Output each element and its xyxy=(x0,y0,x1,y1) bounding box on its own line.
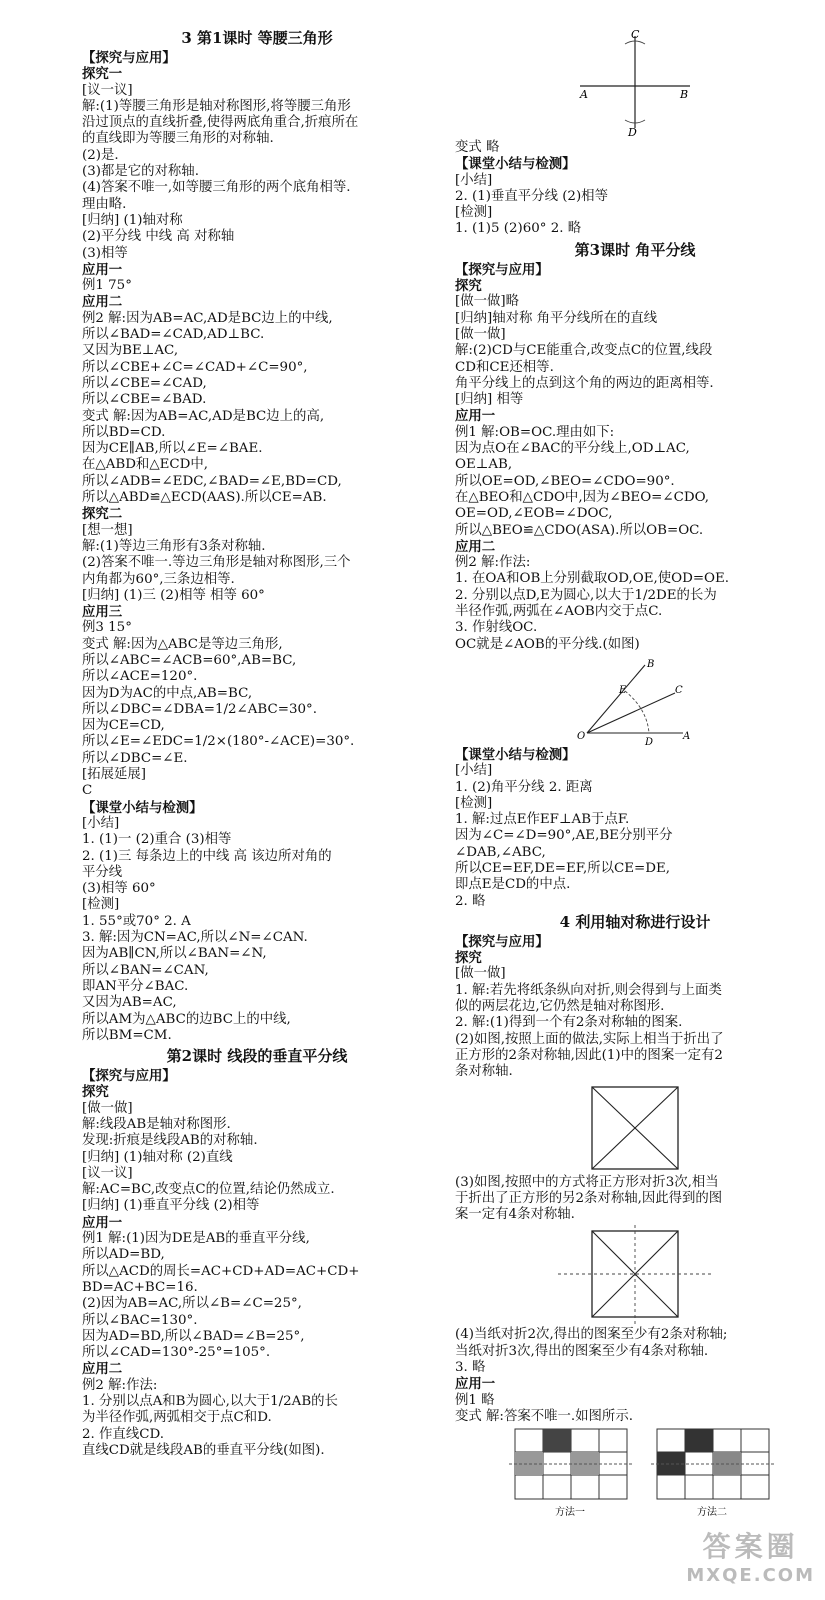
text-line: 在△BEO和△CDO中,因为∠BEO=∠CDO, xyxy=(455,489,710,505)
text-line: 例1 75° xyxy=(82,278,132,294)
text-line: OE=OD,∠EOB=∠DOC, xyxy=(455,506,613,522)
text-line: 解:(1)等腰三角形是轴对称图形,将等腰三角形 xyxy=(82,98,351,114)
grid-method-two xyxy=(651,1429,775,1517)
text-line: (2)是. xyxy=(82,147,119,163)
text-line: 直线CD就是线段AB的垂直平分线(如图). xyxy=(82,1442,325,1458)
text-line: 的直线即为等腰三角形的对称轴. xyxy=(82,131,274,147)
watermark xyxy=(686,1525,815,1586)
text-line: 半径作弧,两弧在∠AOB内交于点C. xyxy=(455,604,663,620)
text-line: [检测] xyxy=(82,897,120,913)
text-line: 1. 解:若先将纸条纵向对折,则会得到与上面类 xyxy=(455,982,722,998)
text-line: [议一议] xyxy=(82,82,133,98)
text-line: 【课堂小结与检测】 xyxy=(82,799,203,816)
text-line: 所以∠E=∠EDC=1/2×(180°-∠ACE)=30°. xyxy=(82,734,355,750)
text-line: 【课堂小结与检测】 xyxy=(455,746,576,763)
text-line: 探究 xyxy=(82,1084,109,1101)
text-line: 探究 xyxy=(455,950,482,967)
text-line: 条对称轴. xyxy=(455,1064,513,1080)
text-line: 例1 略 xyxy=(455,1392,495,1408)
text-line: 所以△ACD的周长=AC+CD+AD=AC+CD+ xyxy=(82,1263,360,1279)
text-line: 在△ABD和△ECD中, xyxy=(82,457,209,473)
text-line: 又因为AB=AC, xyxy=(82,995,177,1011)
text-line: 内角都为60°,三条边相等. xyxy=(82,571,235,587)
text-line: 应用二 xyxy=(82,294,123,311)
text-line: 探究一 xyxy=(82,66,123,83)
section-title: 3 第1课时 等腰三角形 xyxy=(181,29,333,47)
text-line: (4)当纸对折2次,得出的图案至少有2条对称轴; xyxy=(455,1327,728,1343)
text-line: (3)都是它的对称轴. xyxy=(82,164,199,180)
left-column xyxy=(82,26,432,1459)
text-line: 所以∠CBE=∠BAD. xyxy=(82,392,207,408)
text-line: 角平分线上的点到这个角的两边的距离相等. xyxy=(455,375,714,391)
angle-label-o: O xyxy=(577,730,586,742)
text-line: 因为D为AC的中点,AB=BC, xyxy=(82,685,253,701)
text-line: 应用一 xyxy=(82,261,123,278)
method-one-label: 方法一 xyxy=(555,1507,585,1518)
perpendicular-bisector-figure xyxy=(570,28,700,138)
text-line: 应用一 xyxy=(455,408,496,425)
text-line: (3)相等 xyxy=(82,245,128,261)
text-line: 因为AB∥CN,所以∠BAN=∠N, xyxy=(82,946,267,962)
text-line: 2. 分别以点D,E为圆心,以大于1/2DE的长为 xyxy=(455,587,717,603)
watermark-line1: 答案圈 xyxy=(702,1530,799,1563)
text-line: [做一做]略 xyxy=(455,294,520,310)
text-line: 即点E是CD的中点. xyxy=(455,877,571,893)
text-line: 变式 解:因为AB=AC,AD是BC边上的高, xyxy=(82,408,325,424)
text-line: [归纳] (1)垂直平分线 (2)相等 xyxy=(82,1198,260,1214)
text-line: (2)如图,按照上面的做法,实际上相当于折出了 xyxy=(455,1031,724,1047)
text-line: 所以∠BAC=130°. xyxy=(82,1312,198,1328)
right-bottom-text xyxy=(455,1327,815,1425)
grid-patterns-figure xyxy=(485,1427,785,1517)
text-line: 似的两层花边,它仍然是轴对称图形. xyxy=(455,999,665,1015)
text-line: 变式 解:因为△ABC是等边三角形, xyxy=(82,636,283,652)
text-line: [拓展延展] xyxy=(82,767,147,783)
text-line: 所以∠DBC=∠E. xyxy=(82,750,188,766)
text-line: 探究二 xyxy=(82,506,123,523)
text-line: [小结] xyxy=(455,763,493,779)
text-line: [议一议] xyxy=(82,1165,133,1181)
text-line: 所以∠ABC=∠ACB=60°,AB=BC, xyxy=(82,652,297,668)
square-diagonals-figure xyxy=(580,1083,690,1173)
text-line: 【探究与应用】 xyxy=(82,1068,176,1085)
text-line: 例1 解:OB=OC.理由如下: xyxy=(455,424,615,440)
text-line: 所以∠BAD=∠CAD,AD⊥BC. xyxy=(82,327,265,343)
text-line: 所以∠CBE+∠C=∠CAD+∠C=90°, xyxy=(82,359,308,375)
label-a: A xyxy=(580,88,588,101)
text-line: CD和CE还相等. xyxy=(455,359,554,375)
text-line: 即AN平分∠BAC. xyxy=(82,978,189,994)
text-line: 应用一 xyxy=(82,1214,123,1231)
text-line: 于折出了正方形的另2条对称轴,因此得到的图 xyxy=(455,1190,723,1206)
text-line: 所以∠DBC=∠DBA=1/2∠ABC=30°. xyxy=(82,701,317,717)
text-line: 解:线段AB是轴对称图形. xyxy=(82,1117,231,1132)
right-mid2-text xyxy=(455,1175,815,1224)
text-line: 理由略. xyxy=(82,196,127,212)
text-line: 解:AC=BC,改变点C的位置,结论仍然成立. xyxy=(82,1182,335,1198)
text-line: [做一做] xyxy=(455,966,506,982)
text-line: 为半径作弧,两弧相交于点C和D. xyxy=(82,1410,272,1426)
text-line: 当纸对折3次,得出的图案至少有4条对称轴. xyxy=(455,1343,709,1359)
text-line: 2. 作直线CD. xyxy=(82,1426,164,1442)
text-line: OC就是∠AOB的平分线.(如图) xyxy=(455,636,640,652)
text-line: 所以△BEO≌△CDO(ASA).所以OB=OC. xyxy=(455,522,704,538)
text-line: 1. 分别以点A和B为圆心,以大于1/2AB的长 xyxy=(82,1394,338,1410)
label-c: C xyxy=(631,28,640,41)
text-line: 所以AD=BD, xyxy=(82,1247,165,1263)
text-line: 又因为BE⊥AC, xyxy=(82,343,179,359)
text-line: [小结] xyxy=(82,815,120,831)
text-line: (2)答案不唯一.等边三角形是轴对称图形,三个 xyxy=(82,555,351,571)
text-line: 探究 xyxy=(455,278,482,295)
text-line: [做一做] xyxy=(455,326,506,342)
watermark-line2: MXQE.COM xyxy=(686,1565,815,1586)
right-top-text xyxy=(455,140,815,653)
text-line: 解:(2)CD与CE能重合,改变点C的位置,线段 xyxy=(455,343,713,359)
text-line: [归纳] 相等 xyxy=(455,392,524,408)
text-line: 例1 解:(1)因为DE是AB的垂直平分线, xyxy=(82,1231,310,1247)
text-line: 【探究与应用】 xyxy=(455,261,549,278)
text-line: 2. (1)垂直平分线 (2)相等 xyxy=(455,188,608,204)
text-line: 1. (1)一 (2)重合 (3)相等 xyxy=(82,832,232,848)
text-line: 因为CE=CD, xyxy=(82,718,165,734)
text-line: 沿过顶点的直线折叠,使得两底角重合,折痕所在 xyxy=(82,115,359,131)
text-line: [做一做] xyxy=(82,1100,133,1116)
text-line: 1. 解:过点E作EF⊥AB于点F. xyxy=(455,812,630,828)
text-line: 解:(1)等边三角形有3条对称轴. xyxy=(82,538,266,554)
text-line: 【探究与应用】 xyxy=(82,50,176,66)
angle-label-a: A xyxy=(683,730,691,742)
right-column xyxy=(455,26,815,1519)
text-line: 例2 解:因为AB=AC,AD是BC边上的中线, xyxy=(82,310,333,326)
section-title: 第3课时 角平分线 xyxy=(574,240,696,259)
label-b: B xyxy=(680,88,689,101)
text-line: 所以AM为△ABC的边BC上的中线, xyxy=(82,1011,291,1027)
text-line: 2. 解:(1)得到一个有2条对称轴的图案. xyxy=(455,1015,683,1031)
section-title: 4 利用轴对称进行设计 xyxy=(559,912,711,931)
text-line: 案一定有4条对称轴. xyxy=(455,1207,575,1223)
text-line: [检测] xyxy=(455,795,493,811)
text-line: (3)如图,按照中的方式将正方形对折3次,相当 xyxy=(455,1174,719,1190)
angle-bisector-figure xyxy=(575,655,695,745)
text-line: [归纳] (1)轴对称 xyxy=(82,212,183,228)
text-line: 例2 解:作法: xyxy=(455,555,531,571)
text-line: OE⊥AB, xyxy=(455,457,513,473)
text-line: 所以BD=CD. xyxy=(82,424,166,440)
text-line: 2. 略 xyxy=(455,893,486,909)
text-line: (2)因为AB=AC,所以∠B=∠C=25°, xyxy=(82,1296,302,1312)
angle-label-c: C xyxy=(675,684,683,696)
right-mid-text xyxy=(455,747,815,1081)
text-line: 所以CE=EF,DE=EF,所以CE=DE, xyxy=(455,860,671,876)
text-line: [检测] xyxy=(455,205,493,221)
text-line: (3)相等 60° xyxy=(82,881,156,897)
angle-label-d: D xyxy=(645,736,654,745)
text-line: 应用二 xyxy=(82,1361,123,1378)
section-title: 第2课时 线段的垂直平分线 xyxy=(166,1047,348,1066)
grid-method-one xyxy=(509,1429,633,1517)
text-line: [想一想] xyxy=(82,522,133,538)
text-line: (4)答案不唯一,如等腰三角形的两个底角相等. xyxy=(82,180,351,196)
text-line: 因为点O在∠BAC的平分线上,OD⊥AC, xyxy=(455,441,690,457)
text-line: 变式 解:答案不唯一.如图所示. xyxy=(455,1408,633,1424)
text-line: 3. 解:因为CN=AC,所以∠N=∠CAN. xyxy=(82,930,308,946)
text-line: 所以∠CAD=130°-25°=105°. xyxy=(82,1345,271,1361)
text-line: 1. 55°或70° 2. A xyxy=(82,913,191,929)
text-line: 因为∠C=∠D=90°,AE,BE分别平分 xyxy=(455,828,673,844)
text-line: 因为AD=BD,所以∠BAD=∠B=25°, xyxy=(82,1328,305,1344)
square-four-axes-figure xyxy=(550,1225,720,1325)
label-d: D xyxy=(628,126,637,138)
text-line: 应用一 xyxy=(455,1376,496,1393)
text-line: 所以∠ACE=120°. xyxy=(82,669,198,685)
text-line: (2)平分线 中线 高 对称轴 xyxy=(82,229,235,245)
text-line: 1. (1)5 (2)60° 2. 略 xyxy=(455,221,582,237)
text-line: 应用三 xyxy=(82,604,123,621)
text-line: 例2 解:作法: xyxy=(82,1377,158,1393)
text-line: 【课堂小结与检测】 xyxy=(455,156,576,173)
text-line: 因为CE∥AB,所以∠E=∠BAE. xyxy=(82,441,263,457)
text-line: 所以∠BAN=∠CAN, xyxy=(82,962,209,978)
text-line: 【探究与应用】 xyxy=(455,933,549,950)
text-line: 所以BM=CM. xyxy=(82,1027,172,1043)
text-line: [归纳] (1)三 (2)相等 相等 60° xyxy=(82,587,265,603)
text-line: [小结] xyxy=(455,172,493,188)
text-line: 变式 略 xyxy=(455,140,500,155)
text-line: 正方形的2条对称轴,因此(1)中的图案一定有2 xyxy=(455,1047,723,1063)
text-line: 应用二 xyxy=(455,538,496,555)
text-line: 例3 15° xyxy=(82,620,132,636)
text-line: [归纳]轴对称 角平分线所在的直线 xyxy=(455,310,658,326)
method-two-label: 方法二 xyxy=(697,1507,727,1518)
text-line: [归纳] (1)轴对称 (2)直线 xyxy=(82,1149,233,1165)
text-line: BD=AC+BC=16. xyxy=(82,1279,198,1295)
text-line: 3. 略 xyxy=(455,1360,486,1376)
text-line: C xyxy=(82,783,93,799)
text-line: 所以△ABD≌△ECD(AAS).所以CE=AB. xyxy=(82,490,327,506)
text-line: 3. 作射线OC. xyxy=(455,620,538,636)
text-line: 平分线 xyxy=(82,864,123,880)
text-line: ∠DAB,∠ABC, xyxy=(455,844,546,860)
text-line: 1. (2)角平分线 2. 距离 xyxy=(455,779,593,795)
text-line: 1. 在OA和OB上分别截取OD,OE,使OD=OE. xyxy=(455,571,730,587)
text-line: 所以OE=OD,∠BEO=∠CDO=90°. xyxy=(455,473,675,489)
angle-label-b: B xyxy=(647,658,655,670)
text-line: 2. (1)三 每条边上的中线 高 该边所对角的 xyxy=(82,848,332,864)
text-line: 所以∠ADB=∠EDC,∠BAD=∠E,BD=CD, xyxy=(82,473,342,489)
angle-label-e: E xyxy=(619,684,627,696)
text-line: 发现:折痕是线段AB的对称轴. xyxy=(82,1133,258,1149)
text-line: 所以∠CBE=∠CAD, xyxy=(82,375,207,391)
